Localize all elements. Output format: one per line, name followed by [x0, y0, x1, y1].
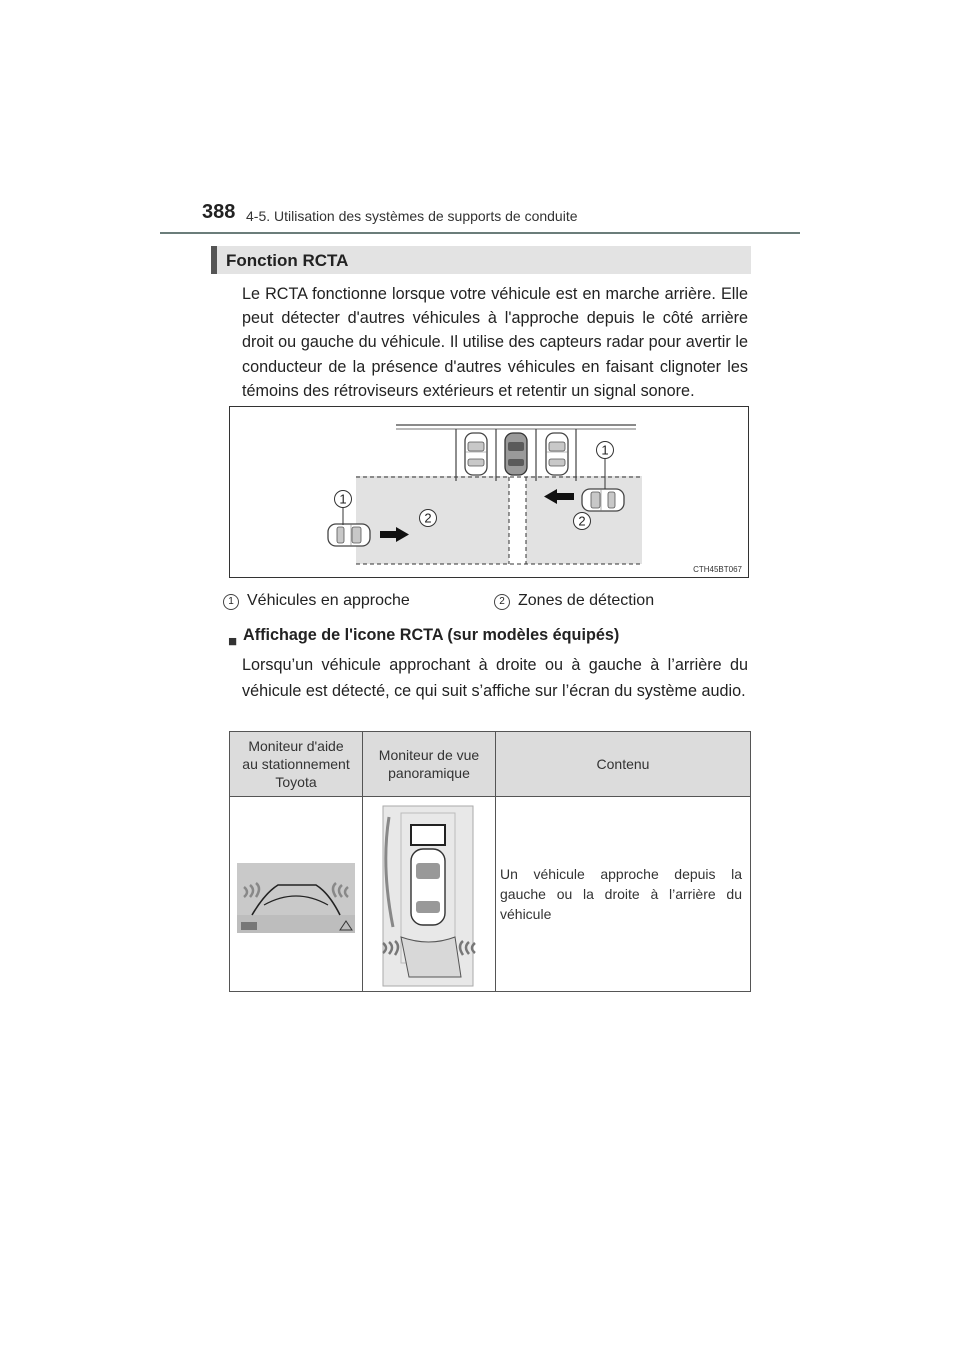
- cell-content: [496, 797, 751, 992]
- callout-2-right-label: 2: [578, 513, 586, 529]
- approaching-car-left: [328, 524, 370, 546]
- header-col-panoramic-monitor: Moniteur de vue panoramique: [363, 732, 496, 797]
- bullet-square-icon: ■: [228, 633, 238, 650]
- rcta-icon-paragraph: Lorsqu’un véhicule approchant à droite ou à gauche à l’arrière du véhicule est détecté, ce qui suit s’affiche sur l’écran du système audio.: [242, 656, 748, 700]
- cell-panoramic-monitor-image: [363, 797, 496, 992]
- header-col-content: Contenu: [496, 732, 751, 797]
- legend-text-2: Zones de détection: [518, 592, 655, 609]
- content-description: Un véhicule approche depuis la gauche ou la droite à l’arrière du véhicule: [500, 866, 742, 922]
- sensor-icon: [241, 922, 257, 930]
- page-number: 388: [202, 201, 236, 223]
- subheading-rcta-icon: Affichage de l'icone RCTA (sur modèles équipés): [243, 626, 620, 644]
- callout-1-left-label: 1: [339, 491, 347, 507]
- parked-car: [546, 433, 568, 475]
- legend-number-1: 1: [223, 594, 239, 610]
- rcta-paragraph: Le RCTA fonctionne lorsque votre véhicule est en marche arrière. Elle peut détecter d'autres véhicules à l'approche depuis le côté arrière droit ou gauche du véhicule. Il utilise des capteurs radar pour avertir le conducteur de la présence d'autres véhicules en faisant clignoter les témoins des rétroviseurs extérieurs et retentir un signal sonore.: [242, 285, 748, 400]
- rcta-figure: [229, 406, 749, 578]
- figure-code: CTH45BT067: [693, 565, 742, 574]
- callout-1-right-label: 1: [601, 442, 609, 458]
- header-col-toyota-monitor: Moniteur d'aide au stationnement Toyota: [230, 732, 363, 797]
- table-header-row: [230, 732, 751, 797]
- parking-illustration: [230, 407, 748, 577]
- rcta-display-table: [229, 731, 751, 992]
- section-title: 4-5. Utilisation des systèmes de supports de conduite: [246, 208, 578, 224]
- header-divider: [160, 232, 800, 234]
- approaching-car-right: [582, 489, 624, 511]
- legend-number-2: 2: [494, 594, 510, 610]
- toyota-monitor-screen: [230, 797, 362, 991]
- legend-text-1: Véhicules en approche: [247, 592, 410, 609]
- own-vehicle: [505, 433, 527, 475]
- callout-2-left-label: 2: [424, 510, 432, 526]
- cell-toyota-monitor-image: [230, 797, 363, 992]
- panoramic-monitor-screen: [363, 797, 495, 991]
- parked-car: [465, 433, 487, 475]
- car-top-icon: [411, 849, 445, 925]
- heading-rcta: Fonction RCTA: [226, 251, 349, 270]
- table-row: [230, 797, 751, 992]
